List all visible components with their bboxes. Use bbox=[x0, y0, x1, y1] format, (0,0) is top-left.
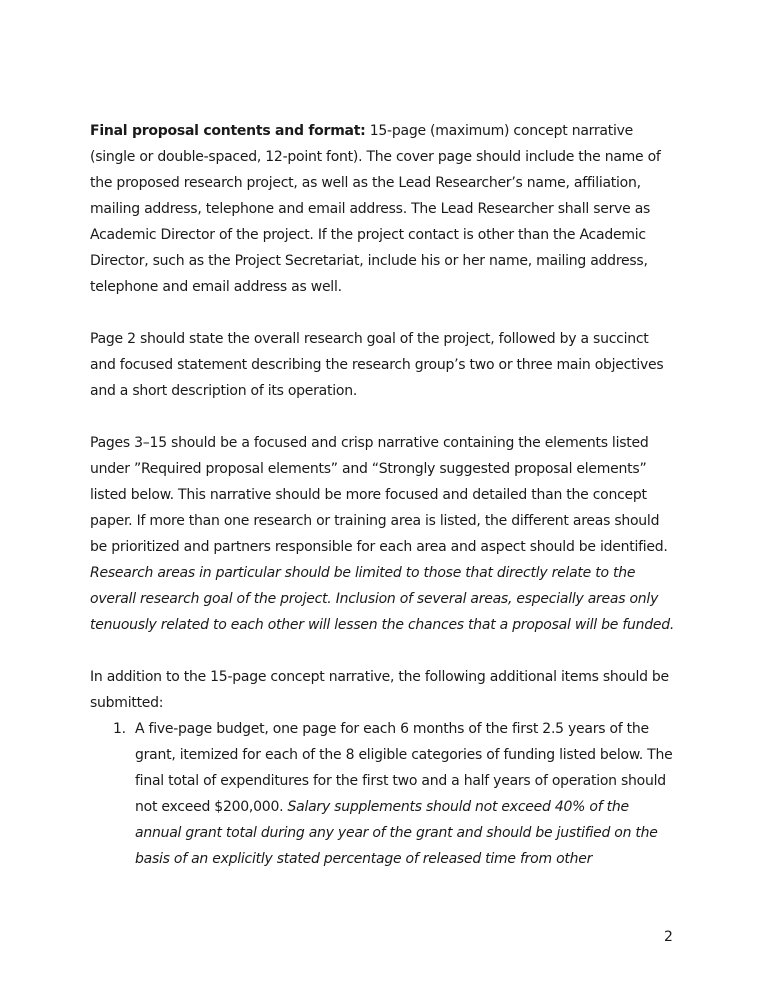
paragraph-additional-items: In addition to the 15-page concept narrative, the following additional items should be submitted: bbox=[90, 669, 669, 711]
list-item-text: A five-page budget, one page for each 6 months of the first 2.5 years of the grant, itemized for each of the 8 eligible categories of funding listed below. The final total of expenditures for the first two and a half years of operation should not exceed $200,000. bbox=[135, 721, 673, 815]
list-item-number: 1. bbox=[113, 721, 126, 737]
page-number: 2 bbox=[664, 929, 673, 945]
list-item-italic: Salary supplements should not exceed 40% of the annual grant total during any year of the grant and should be justified on the basis of an explicitly stated percentage of released time from other bbox=[135, 799, 658, 867]
additional-items-list bbox=[90, 716, 675, 872]
paragraph-pages-3-15 bbox=[90, 430, 675, 638]
paragraph-final-proposal bbox=[90, 118, 675, 300]
final-proposal-text: 15-page (maximum) concept narrative (single or double-spaced, 12-point font). The cover page should include the name of the proposed research project, as well as the Lead Researcher’s name, affiliation, mailing address, telephone and email address. The Lead Researcher shall serve as Academic Director of the project. If the project contact is other than the Academic Director, such as the Project Secretariat, include his or her name, mailing address, telephone and email address as well. bbox=[90, 123, 661, 295]
final-proposal-heading: Final proposal contents and format: bbox=[90, 123, 366, 139]
pages-3-15-text: Pages 3–15 should be a focused and crisp narrative containing the elements listed under ”Required proposal elements” and “Strongly suggested proposal elements” listed below. This narrative should be more focused and detailed than the concept paper. If more than one research or training area is listed, the different areas should be prioritized and partners responsible for each area and aspect should be identified. bbox=[90, 435, 668, 555]
list-item bbox=[90, 716, 675, 872]
pages-3-15-italic: Research areas in particular should be limited to those that directly relate to the overall research goal of the project. Inclusion of several areas, especially areas only tenuously related to each other will lessen the chances that a proposal will be funded. bbox=[90, 565, 675, 633]
paragraph-page-2: Page 2 should state the overall research goal of the project, followed by a succinct and focused statement describing the research group’s two or three main objectives and a short description of its operation. bbox=[90, 331, 664, 399]
document-body bbox=[90, 118, 675, 872]
